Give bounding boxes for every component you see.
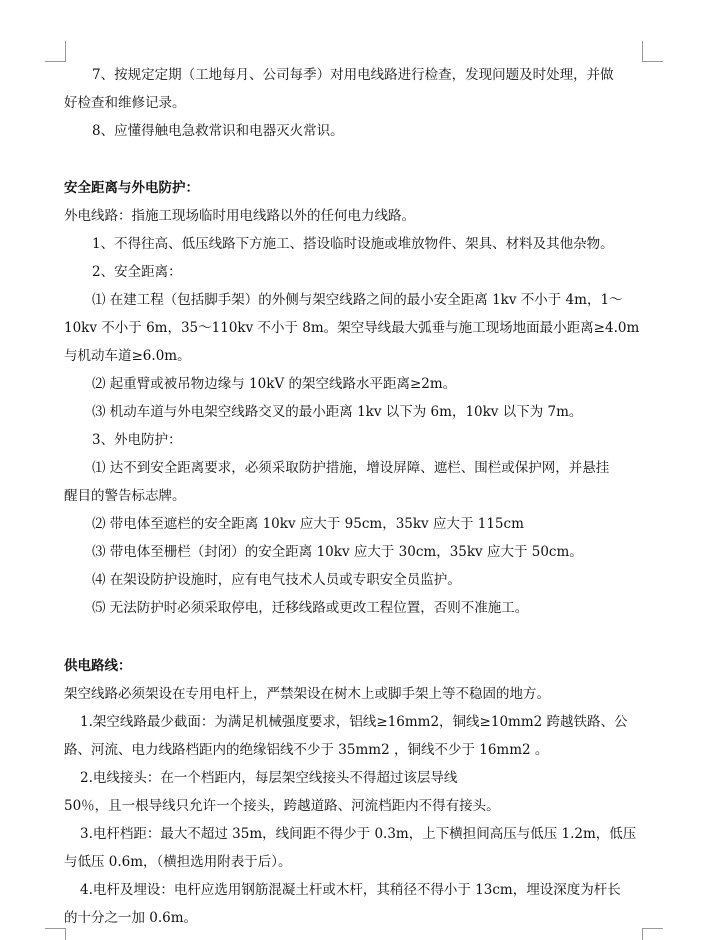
safety-distance-1-line-2: 10kv 不小于 6m，35～110kv 不小于 8m。架空导线最大弧垂与施工现场地面最小距离≥4.0m	[64, 320, 640, 336]
supply-intro: 架空线路必须架设在专用电杆上，严禁架设在树木上或脚手架上等不稳固的地方。	[64, 686, 550, 702]
safety-distance-3: ⑶ 机动车道与外电架空线路交叉的最小距离 1kv 以下为 6m，10kv 以下为 7m。	[92, 404, 583, 420]
safety-item-2: 2、安全距离：	[92, 264, 182, 280]
page-corner-mark-top-left	[45, 41, 66, 62]
safety-distance-2: ⑵ 起重臂或被吊物边缘与 10kV 的架空线路水平距离≥2m。	[92, 376, 457, 392]
safety-intro: 外电线路：指施工现场临时用电线路以外的任何电力线路。	[64, 208, 415, 224]
safety-item-1: 1、不得往高、低压线路下方施工、搭设临时设施或堆放物件、架具、材料及其他杂物。	[92, 236, 614, 252]
supply-heading: 供电路线：	[64, 658, 132, 674]
protection-2: ⑵ 带电体至遮栏的安全距离 10kv 应大于 95cm，35kv 应大于 115cm	[92, 516, 524, 532]
page-corner-mark-top-right	[642, 41, 663, 62]
paragraph-8: 8、应懂得触电急救常识和电器灭火常识。	[92, 123, 344, 139]
supply-item-1-line-2: 路、河流、电力线路档距内的绝缘铝线不少于 35mm2 ，铜线不少于 16mm2 。	[64, 742, 549, 758]
supply-item-3-line-2: 与低压 0.6m，（横担选用附表于后）。	[64, 854, 292, 870]
protection-3: ⑶ 带电体至栅栏（封闭）的安全距离 10kv 应大于 30cm，35kv 应大于 50cm。	[92, 544, 583, 560]
page-corner-mark-bottom-left	[45, 928, 66, 940]
supply-item-4-line-2: 的十分之一加 0.6m。	[64, 910, 198, 926]
supply-item-1-line-1: 1.架空线路最少截面：为满足机械强度要求，铝线≥16mm2，铜线≥10mm2 跨越铁路、公	[80, 714, 628, 730]
paragraph-7-line-1: 7、按规定定期（工地每月、公司每季）对用电线路进行检查，发现问题及时处理，并做	[92, 67, 614, 83]
protection-4: ⑷ 在架设防护设施时，应有电气技术人员或专职安全员监护。	[92, 572, 461, 588]
safety-heading: 安全距离与外电防护：	[64, 180, 199, 196]
protection-1-line-2: 醒目的警告标志牌。	[64, 488, 186, 504]
supply-item-2-line-1: 2.电线接头：在一个档距内，每层架空线接头不得超过该层导线	[80, 770, 458, 786]
safety-item-3: 3、外电防护：	[92, 432, 182, 448]
protection-5: ⑸ 无法防护时必须采取停电，迁移线路或更改工程位置，否则不准施工。	[92, 600, 529, 616]
supply-item-2-line-2: 50％，且一根导线只允许一个接头，跨越道路、河流档距内不得有接头。	[64, 798, 500, 814]
supply-item-3-line-1: 3.电杆档距：最大不超过 35m，线间距不得少于 0.3m，上下横担间高压与低压 1.2m，低压	[80, 826, 637, 842]
safety-distance-1-line-3: 与机动车道≥6.0m。	[64, 348, 191, 364]
protection-1-line-1: ⑴ 达不到安全距离要求，必须采取防护措施，增设屏障、遮栏、围栏或保护网，并悬挂	[92, 460, 610, 476]
paragraph-7-line-2: 好检查和维修记录。	[64, 95, 186, 111]
page-corner-mark-bottom-right	[642, 928, 663, 940]
supply-item-4-line-1: 4.电杆及埋设：电杆应选用钢筋混凝土杆或木杆，其稍径不得小于 13cm，埋设深度为杆长	[80, 882, 621, 898]
safety-distance-1-line-1: ⑴ 在建工程（包括脚手架）的外侧与架空线路之间的最小安全距离 1kv 不小于 4m，1～	[92, 292, 623, 308]
